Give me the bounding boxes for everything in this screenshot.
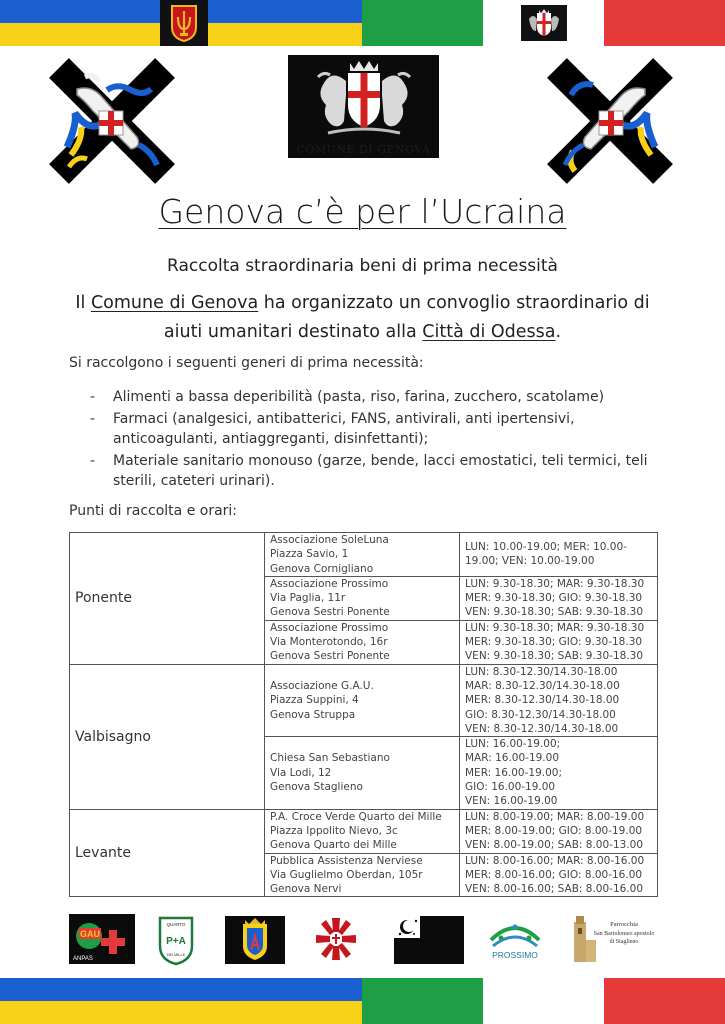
hours-line: VEN: 9.30-18.30; SAB: 9.30-18.30: [465, 606, 643, 619]
place-address: Via Monterotondo, 16r: [270, 636, 388, 649]
hours-cell: [460, 620, 658, 664]
comune-di-genova-link[interactable]: Comune di Genova: [90, 293, 259, 313]
hours-cell: [460, 853, 658, 897]
place-district: Genova Staglieno: [270, 781, 363, 794]
hours-line: VEN: 9.30-18.30; SAB: 9.30-18.30: [465, 650, 643, 663]
place-district: Genova Struppa: [270, 708, 356, 721]
hours-line: GIO: 8.30-12.30/14.30-18.00: [465, 708, 616, 721]
crossed-genova-ukraine-emblem-right-icon: [545, 55, 675, 187]
table-row: [70, 664, 658, 736]
place-name: Associazione Prossimo: [270, 577, 389, 590]
place-address: Via Lodi, 12: [270, 766, 332, 779]
hours-line: VEN: 8.00-19.00; SAB: 8.00-13.00: [465, 839, 643, 852]
hours-line: MER: 16.00-19.00;: [465, 766, 562, 779]
ukraine-flag-segment: [0, 978, 362, 1024]
hours-line: LUN: 8.00-16.00; MAR: 8.00-16.00: [465, 854, 645, 867]
parrocchia-san-bartolomeo-logo: [570, 912, 665, 966]
hours-line: MAR: 8.30-12.30/14.30-18.00: [465, 679, 620, 692]
parrocchia-title-text: Parrocchia: [610, 921, 638, 928]
genova-coat-of-arms-icon: [288, 55, 439, 145]
hours-line: LUN: 8.30-12.30/14.30-18.00: [465, 665, 618, 678]
zone-cell-levante: Levante: [70, 809, 265, 897]
hours-line: LUN: 9.30-18.30; MAR: 9.30-18.30: [465, 577, 645, 590]
quarto-dei-mille-logo: [158, 912, 194, 966]
italy-green-segment: [362, 0, 483, 46]
zone-cell-valbisagno: Valbisagno: [70, 664, 265, 809]
goods-list: [90, 387, 670, 493]
place-cell: [265, 576, 460, 620]
place-cell: [265, 853, 460, 897]
place-address: Piazza Savio, 1: [270, 548, 349, 561]
table-row: [70, 533, 658, 577]
quarto-mark-text: P+A: [166, 936, 186, 947]
italy-white-segment: [483, 978, 604, 1024]
place-cell: [265, 664, 460, 736]
hours-line: LUN: 8.00-19.00; MAR: 8.00-19.00: [465, 810, 645, 823]
hours-line: LUN: 9.30-18.30; MAR: 9.30-18.30: [465, 621, 645, 634]
gau-badge-text: GAU: [80, 929, 100, 939]
hours-cell: [460, 576, 658, 620]
genova-logo-caption: COMUNE DI GENOVA: [296, 143, 431, 156]
place-district: Genova Cornigliano: [270, 562, 374, 575]
hours-cell: [460, 664, 658, 736]
italy-green-segment: [362, 978, 483, 1024]
intro-text-1: Il: [75, 293, 91, 313]
place-address: Piazza Ippolito Nievo, 3c: [270, 824, 398, 837]
parrocchia-line2-text: di Staglieno: [609, 939, 639, 945]
collection-points-table: [69, 532, 658, 897]
top-flag-band: [0, 0, 725, 46]
hours-line: MER: 8.00-16.00; GIO: 8.00-16.00: [465, 868, 643, 881]
place-name: Associazione Prossimo: [270, 621, 389, 634]
comune-di-genova-logo: [288, 55, 439, 158]
intro-paragraph: [60, 289, 665, 347]
hours-line: MAR: 16.00-19.00: [465, 752, 559, 765]
page-title-text: Genova c’è per l’Ucraina: [158, 192, 567, 231]
caritas-logo-icon: [314, 912, 358, 966]
place-address: Via Paglia, 11r: [270, 592, 346, 605]
place-address: Via Guglielmo Oberdan, 105r: [270, 868, 423, 881]
list-item: - Farmaci (analgesici, antibatterici, FANS, antivirali, anti ipertensivi, anticoagulanti, antiaggreganti, disinfettanti);: [90, 409, 670, 450]
place-name: Pubblica Assistenza Nerviese: [270, 854, 423, 867]
list-item: - Materiale sanitario monouso (garze, bende, lacci emostatici, teli termici, teli sterili, cateteri urinari).: [90, 451, 670, 492]
place-district: Genova Nervi: [270, 883, 342, 896]
hours-line: LUN: 10.00-19.00; MER: 10.00-: [465, 541, 627, 554]
place-district: Genova Quarto dei Mille: [270, 839, 397, 852]
place-district: Genova Sestri Ponente: [270, 606, 390, 619]
italy-red-segment: [604, 0, 725, 46]
partner-logos: [65, 912, 665, 968]
hours-line: LUN: 16.00-19.00;: [465, 738, 561, 751]
quarto-top-text: QUARTO: [166, 922, 186, 927]
place-cell: [265, 809, 460, 853]
goods-lead-text: Si raccolgono i seguenti generi di prima necessità:: [69, 355, 424, 371]
place-cell: [265, 737, 460, 809]
crossed-genova-ukraine-emblem-left-icon: [47, 55, 177, 187]
hours-line: VEN: 8.30-12.30/14.30-18.00: [465, 722, 619, 735]
quarto-bottom-text: DEI MILLE: [166, 953, 186, 957]
gau-anpas-logo: [69, 912, 135, 966]
list-item: - Alimenti a bassa deperibilità (pasta, riso, farina, zucchero, scatolame): [90, 387, 670, 408]
collection-points-title: Punti di raccolta e orari:: [69, 503, 238, 519]
hours-line: GIO: 16.00-19.00: [465, 781, 556, 794]
table-row: [70, 809, 658, 853]
hours-cell: [460, 809, 658, 853]
hours-cell: [460, 737, 658, 809]
citta-di-odessa-link[interactable]: Città di Odessa: [422, 322, 556, 342]
prossimo-text: PROSSIMO: [492, 950, 538, 960]
intro-text-3: .: [555, 322, 562, 342]
hours-cell: [460, 533, 658, 577]
hours-line: VEN: 16.00-19.00: [465, 795, 558, 808]
place-name: Associazione SoleLuna: [270, 534, 389, 546]
page-subtitle: Raccolta straordinaria beni di prima necessità: [167, 256, 558, 276]
anpas-text: ANPAS: [73, 956, 93, 962]
place-name: P.A. Croce Verde Quarto dei Mille: [270, 810, 442, 823]
place-cell: [265, 533, 460, 577]
place-cell: [265, 620, 460, 664]
zone-cell-ponente: Ponente: [70, 533, 265, 665]
hours-line: MER: 8.00-19.00; GIO: 8.00-19.00: [465, 824, 643, 837]
bottom-flag-band: [0, 978, 725, 1024]
place-name: Chiesa San Sebastiano: [270, 752, 390, 765]
genova-emblem-small-icon: [521, 5, 567, 41]
hours-line: MER: 9.30-18.30; GIO: 9.30-18.30: [465, 636, 643, 649]
association-flag-logo: [394, 912, 464, 966]
hours-line: MER: 8.30-12.30/14.30-18.00: [465, 694, 620, 707]
page-title: [0, 192, 725, 231]
place-name: Associazione G.A.U.: [270, 679, 374, 692]
odessa-coat-of-arms-icon: [160, 0, 208, 46]
place-address: Piazza Suppini, 4: [270, 694, 359, 707]
hours-line: VEN: 8.00-16.00; SAB: 8.00-16.00: [465, 883, 643, 896]
intro-text-2: ha organizzato un convoglio straordinario di aiuti umanitari destinato alla: [163, 293, 650, 342]
associazione-prossimo-logo: [487, 912, 543, 966]
italy-red-segment: [604, 978, 725, 1024]
parrocchia-line1-text: San Bartolomeo apostolo: [593, 931, 655, 937]
pubblica-assistenza-nerviese-logo: [225, 912, 285, 966]
place-district: Genova Sestri Ponente: [270, 650, 390, 663]
hours-line: MER: 9.30-18.30; GIO: 9.30-18.30: [465, 592, 643, 605]
hours-line: 19.00; VEN: 10.00-19.00: [465, 555, 595, 568]
